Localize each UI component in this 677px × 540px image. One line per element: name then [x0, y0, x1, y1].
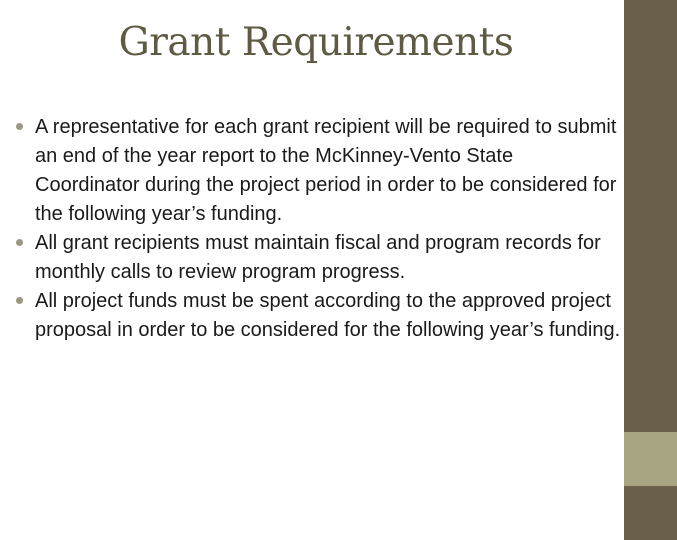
bullet-text: All grant recipients must maintain fiscal and program records for monthly calls to review program progress. — [35, 232, 601, 283]
bullet-dot-icon — [16, 123, 23, 130]
bullet-item — [16, 287, 622, 345]
bullet-item — [16, 229, 622, 287]
slide-title: Grant Requirements — [118, 20, 514, 65]
decorative-sidebar-accent — [624, 432, 677, 486]
bullet-text: All project funds must be spent according to the approved project proposal in order to be considered for the following year’s funding. — [35, 290, 621, 341]
bullet-list — [16, 113, 622, 345]
bullet-text: A representative for each grant recipient will be required to submit an end of the year report to the McKinney-Vento State Coordinator during the project period in order to be considered for the following year’s funding. — [35, 116, 617, 225]
bullet-item — [16, 113, 622, 229]
bullet-dot-icon — [16, 239, 23, 246]
bullet-dot-icon — [16, 297, 23, 304]
